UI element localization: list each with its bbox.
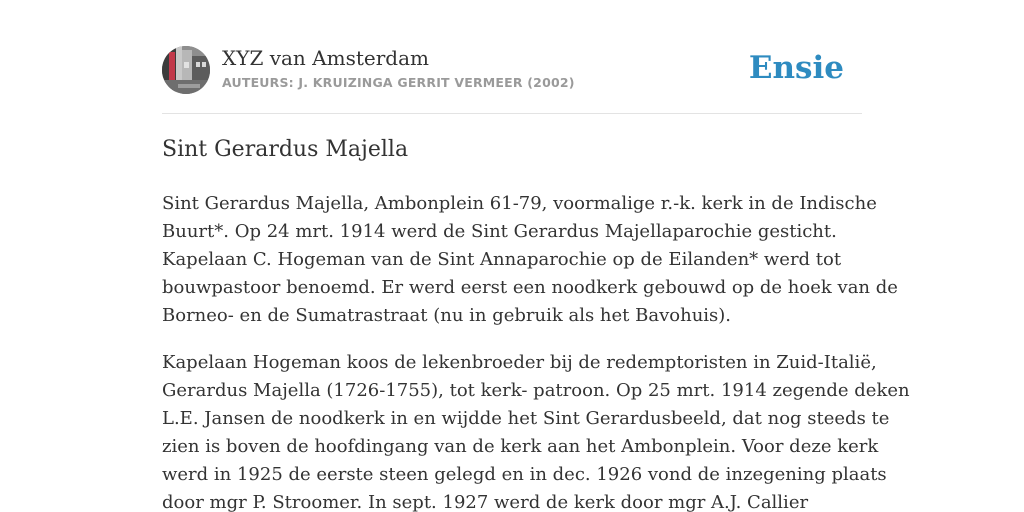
entry-title: Sint Gerardus Majella <box>162 137 409 162</box>
ensie-logo[interactable]: Ensie <box>748 50 844 86</box>
paragraph-line: L.E. Jansen de noodkerk in en wijdde het Sint Gerardusbeeld, dat nog steeds te <box>162 408 890 429</box>
book-title[interactable]: XYZ van Amsterdam <box>222 46 429 70</box>
paragraph-line: Kapelaan C. Hogeman van de Sint Annaparochie op de Eilanden* werd tot <box>162 249 842 270</box>
header-divider <box>162 113 862 114</box>
header <box>162 46 862 96</box>
authors-line: AUTEURS: J. KRUIZINGA GERRIT VERMEER (2002) <box>222 75 575 90</box>
paragraph-line: Sint Gerardus Majella, Ambonplein 61-79, voormalige r.-k. kerk in de Indische <box>162 193 877 214</box>
paragraph-line: Borneo- en de Sumatrastraat (nu in gebruik als het Bavohuis). <box>162 305 732 326</box>
book-cover-avatar[interactable] <box>162 46 210 94</box>
paragraph-line: door mgr P. Stroomer. In sept. 1927 werd de kerk door mgr A.J. Callier <box>162 492 809 512</box>
paragraph-line: Kapelaan Hogeman koos de lekenbroeder bij de redemptoristen in Zuid-Italië, <box>162 352 877 373</box>
book-cover-photo-icon <box>162 46 210 94</box>
paragraph-line: werd in 1925 de eerste steen gelegd en in dec. 1926 vond de inzegening plaats <box>162 464 887 485</box>
paragraph-line: bouwpastoor benoemd. Er werd eerst een noodkerk gebouwd op de hoek van de <box>162 277 898 298</box>
paragraph-line: Gerardus Majella (1726-1755), tot kerk- patroon. Op 25 mrt. 1914 zegende deken <box>162 380 910 401</box>
entry-body <box>162 190 910 512</box>
paragraph-1 <box>162 190 898 330</box>
paragraph-line: Buurt*. Op 24 mrt. 1914 werd de Sint Gerardus Majellaparochie gesticht. <box>162 221 837 242</box>
paragraph-line: zien is boven de hoofdingang van de kerk aan het Ambonplein. Voor deze kerk <box>162 436 879 457</box>
paragraph-2 <box>162 349 910 512</box>
